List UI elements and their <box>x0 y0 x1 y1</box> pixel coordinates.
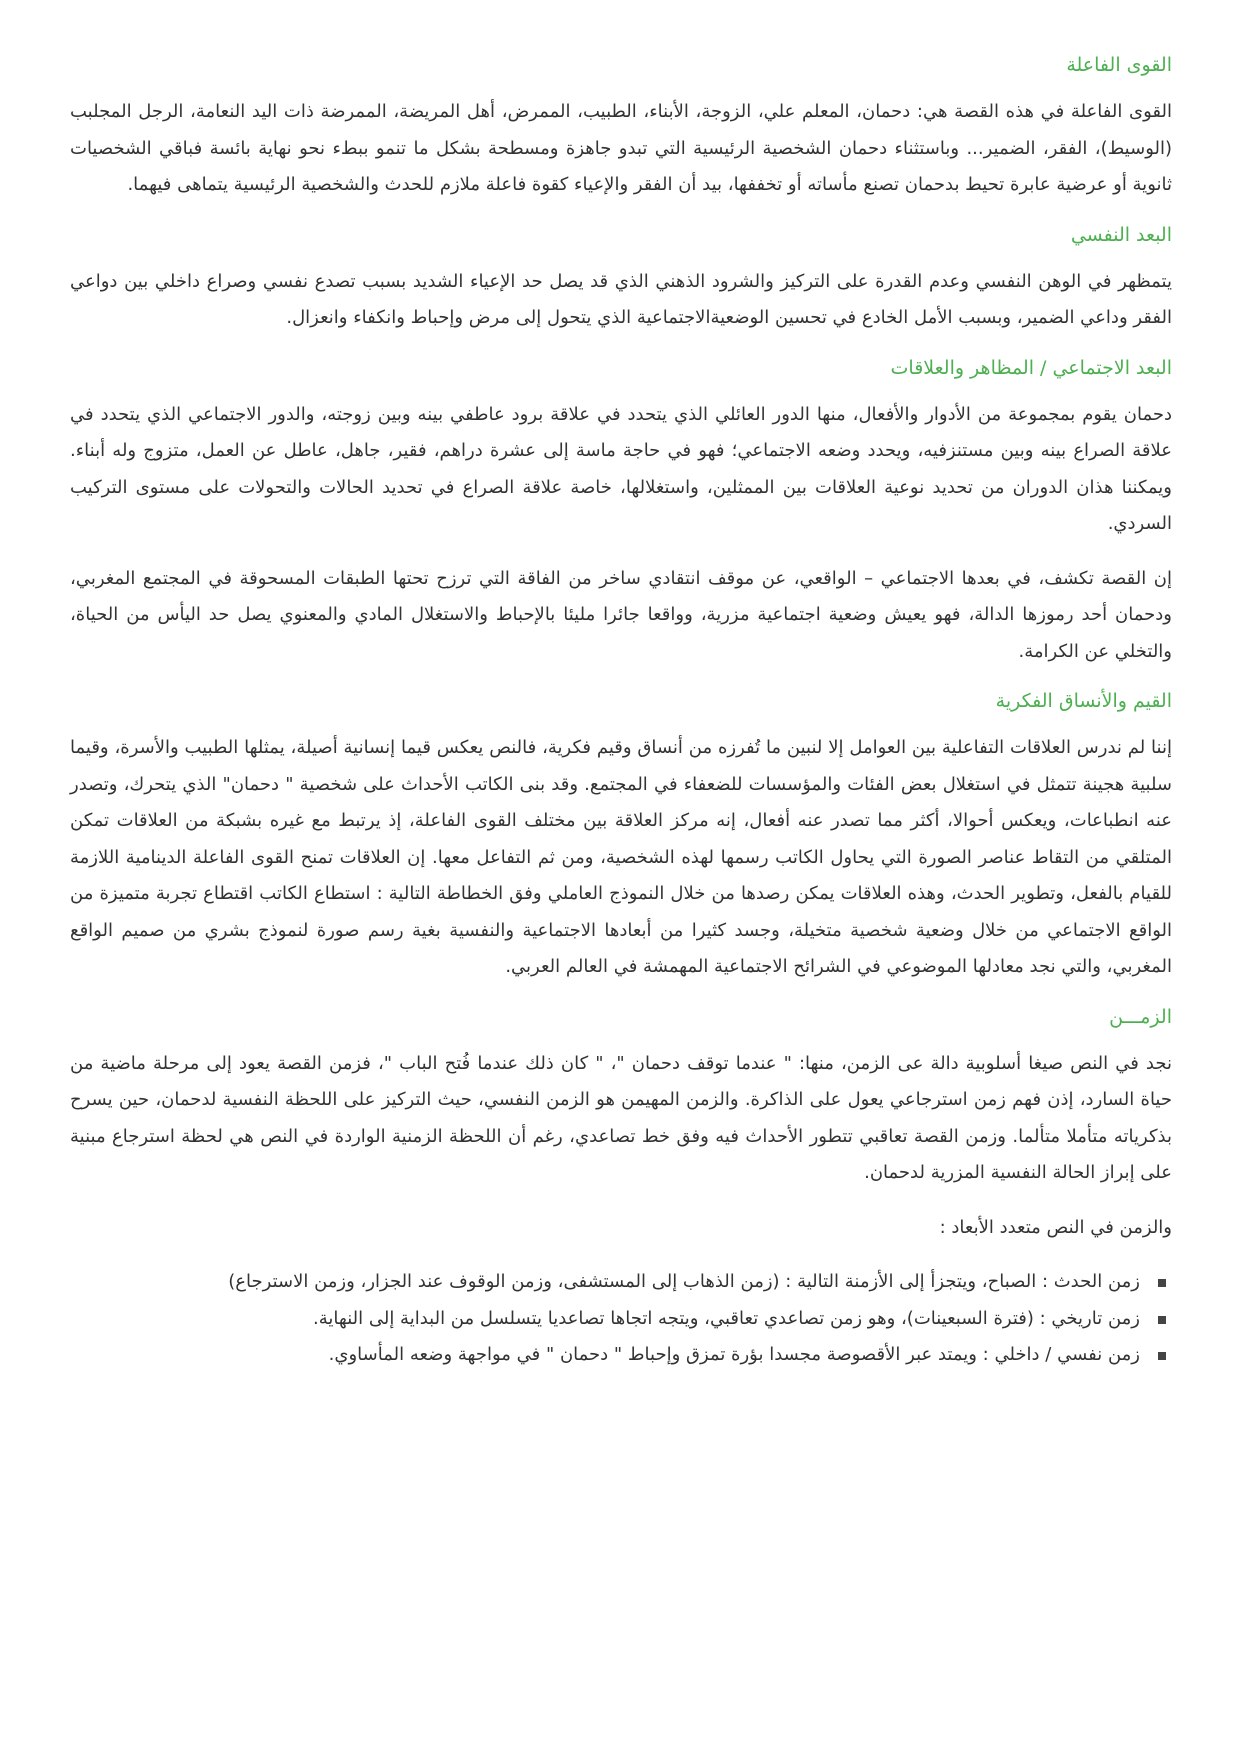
document-page <box>70 50 1172 1374</box>
list-item-text: زمن تاريخي : (فترة السبعينات)، وهو زمن تصاعدي تعاقبي، ويتجه اتجاها تصاعديا يتسلسل من البداية إلى النهاية. <box>313 1307 1140 1329</box>
paragraph-values-systems: إننا لم ندرس العلاقات التفاعلية بين العوامل إلا لنبين ما تُفرزه من أنساق وقيم فكرية، فالنص يعكس قيما إنسانية أصيلة، يمثلها الطبيب والأسرة، وقيما سلبية هجينة تتمثل في استغلال بعض الفئات والمؤسسات للضعفاء في المجتمع. وقد بنى الكاتب الأحداث على شخصية " دحمان" الذي يتحرك، وتصدر عنه انطباعات، ويعكس أحوالا، أكثر مما تصدر عنه أفعال، إنه مركز العلاقة بين مختلف القوى الفاعلة، إذ يرتبط مع غيره بشبكة من العلاقات تمكن المتلقي من التقاط عناصر الصورة التي يحاول الكاتب رسمها لهذه الشخصية، ومن ثم التفاعل معها. إن العلاقات تمنح القوى الفاعلة الدينامية اللازمة للقيام بالفعل، وتطوير الحدث، وهذه العلاقات يمكن رصدها من خلال النموذج العاملي وفق الخطاطة التالية : استطاع الكاتب اقتطاع تجربة متميزة من الواقع الاجتماعي من خلال وضعية شخصية متخيلة، وجسد كثيرا من أبعادها الاجتماعية والنفسية بغية رسم صورة لنموذج بشري من صميم الواقع المغربي، والتي نجد معادلها الموضوعي في الشرائح الاجتماعية المهمشة في العالم العربي. <box>70 737 1172 977</box>
list-item-text: زمن الحدث : الصباح، ويتجزأ إلى الأزمنة التالية : (زمن الذهاب إلى المستشفى، وزمن الوقوف عند الجزار، وزمن الاسترجاع) <box>228 1271 1140 1292</box>
list-item <box>70 1337 1172 1374</box>
heading-social-dimension: البعد الاجتماعي / المظاهر والعلاقات <box>890 356 1172 379</box>
heading-time: الزمـــن <box>1109 1005 1172 1028</box>
list-item <box>70 1264 1172 1301</box>
paragraph-time-2: والزمن في النص متعدد الأبعاد : <box>939 1216 1172 1238</box>
paragraph-social-dimension-2: إن القصة تكشف، في بعدها الاجتماعي – الواقعي، عن موقف انتقادي ساخر من الفاقة التي ترزح تحتها الطبقات المسحوقة في المجتمع المغربي، ودحمان أحد رموزها الدالة، فهو يعيش وضعية اجتماعية مزرية، وواقعا جائرا مليئا بالإحباط والاستغلال المادي والمعنوي يصل حد اليأس من الحياة، والتخلي عن الكرامة. <box>70 567 1172 662</box>
paragraph-psychological-dimension: يتمظهر في الوهن النفسي وعدم القدرة على التركيز والشرود الذهني الذي قد يصل حد الإعياء الشديد بسبب تصدع نفسي وصراع داخلي بين دواعي الفقر وداعي الضمير، وبسبب الأمل الخادع في تحسين الوضعيةالاجتماعية الذي يتحول إلى مرض وإحباط وانكفاء وانعزال. <box>70 270 1172 328</box>
square-bullet-icon <box>1158 1352 1166 1360</box>
paragraph-social-dimension-1: دحمان يقوم بمجموعة من الأدوار والأفعال، منها الدور العائلي الذي يتحدد في علاقة برود عاطفي بينه وبين زوجته، والدور الاجتماعي الذي يتحدد في علاقة الصراع بينه وبين مستنزفيه، ويحدد وضعه الاجتماعي؛ فهو في حاجة ماسة إلى عشرة دراهم، فقير، جاهل، عاطل عن العمل، متزوج وله أبناء. ويمكننا هذان الدوران من تحديد نوعية العلاقات بين الممثلين، واستغلالها، خاصة علاقة الصراع في تحديد الحالات والتحولات على مستوى التركيب السردي. <box>70 403 1172 534</box>
heading-active-forces: القوى الفاعلة <box>1066 54 1172 76</box>
square-bullet-icon <box>1158 1279 1166 1287</box>
list-item-text: زمن نفسي / داخلي : ويمتد عبر الأقصوصة مجسدا بؤرة تمزق وإحباط " دحمان " في مواجهة وضعه المأساوي. <box>328 1344 1140 1365</box>
list-item <box>70 1301 1172 1338</box>
heading-values-systems: القيم والأنساق الفكرية <box>995 690 1172 712</box>
heading-psychological-dimension: البعد النفسي <box>1070 223 1172 246</box>
square-bullet-icon <box>1158 1316 1166 1324</box>
time-dimensions-list <box>70 1264 1172 1374</box>
paragraph-active-forces: القوى الفاعلة في هذه القصة هي: دحمان، المعلم علي، الزوجة، الأبناء، الطبيب، الممرض، أهل المريضة، الممرضة ذات اليد النعامة، الرجل المجلبب (الوسيط)، الفقر، الضمير... وباستثناء دحمان الشخصية الرئيسية التي تبدو جاهزة ومسطحة بشكل ما تنمو ببطء نحو نهاية بائسة فباقي الشخصيات ثانوية أو عرضية عابرة تحيط بدحمان تصنع مأساته أو تخففها، بيد أن الفقر والإعياء كقوة فاعلة ملازم للحدث والشخصية الرئيسية يتماهى فيهما. <box>70 101 1172 195</box>
paragraph-time-1: نجد في النص صيغا أسلوبية دالة عى الزمن، منها: " عندما توقف دحمان "، " كان ذلك عندما فُتح الباب "، فزمن القصة يعود إلى مرحلة ماضية من حياة السارد، إذن فهم زمن استرجاعي يعول على الذاكرة. والزمن المهيمن هو الزمن النفسي، حيث التركيز على اللحظة النفسية لدحمان، حين يسرح بذكرياته متأملا متألما. وزمن القصة تعاقبي تتطور الأحداث فيه وفق خط تصاعدي، رغم أن اللحظة الزمنية الواردة في النص هي لحظة استرجاع مبنية على إبراز الحالة النفسية المزرية لدحمان. <box>70 1052 1172 1183</box>
